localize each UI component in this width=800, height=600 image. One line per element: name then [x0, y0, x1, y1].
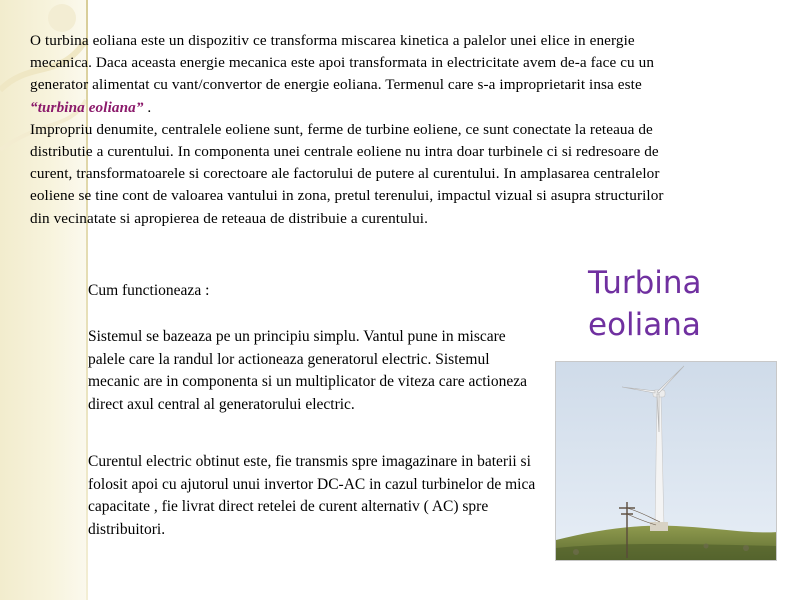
how-it-works-paragraph-2: Curentul electric obtinut este, fie transmis spre imagazinare in baterii si folosit apoi cu ajutorul unui invertor DC-AC in cazul turbinelor de mica capacitate , fie livrat direct retelei de curent alternativ ( AC) spre distribuitori. [88, 453, 536, 538]
intro-second-paragraph: Impropriu denumite, centralele eoliene sunt, ferme de turbine eoliene, ce sunt conectate la reteaua de distributie a curentului. In componenta unei centrale eoliene nu intra doar turbinele ci si redresoare de curent, transformatoarele si corectoare ale factorului de putere al curentului. In amplasarea centralelor eoliene se tine cont de valoarea vantului in zona, pretul terenului, impactul vizual si asupra structurilor din vecinatate si apropierea de reteaua de distribuie a curentului. [30, 120, 664, 227]
side-title: Turbina eoliana [588, 265, 702, 343]
how-it-works-paragraph-1: Sistemul se bazeaza pe un principiu simplu. Vantul pune in miscare palele care la randul lor actioneaza generatorul electric. Sistemul mecanic are in componenta si un multiplicator de viteza care actioneza direct axul central al generatorului electric. [88, 328, 527, 413]
intro-text [30, 30, 670, 230]
intro-part-1: O turbina eoliana este un dispozitiv ce transforma miscarea kinetica a palelor unei elice in energie mecanica. Daca aceasta energie mecanica este apoi transformata in electricitate avem de-a face cu un generator alimentat cu vant/convertor de energie eoliana. Termenul care s-a improprietarit insa este [30, 32, 655, 94]
how-it-works-title: Cum functioneaza : [88, 282, 210, 299]
wind-turbine-icon [556, 362, 777, 561]
wind-turbine-photo [555, 361, 777, 561]
intro-term: “turbina eoliana” [30, 98, 144, 116]
intro-part-2: . [143, 98, 152, 116]
